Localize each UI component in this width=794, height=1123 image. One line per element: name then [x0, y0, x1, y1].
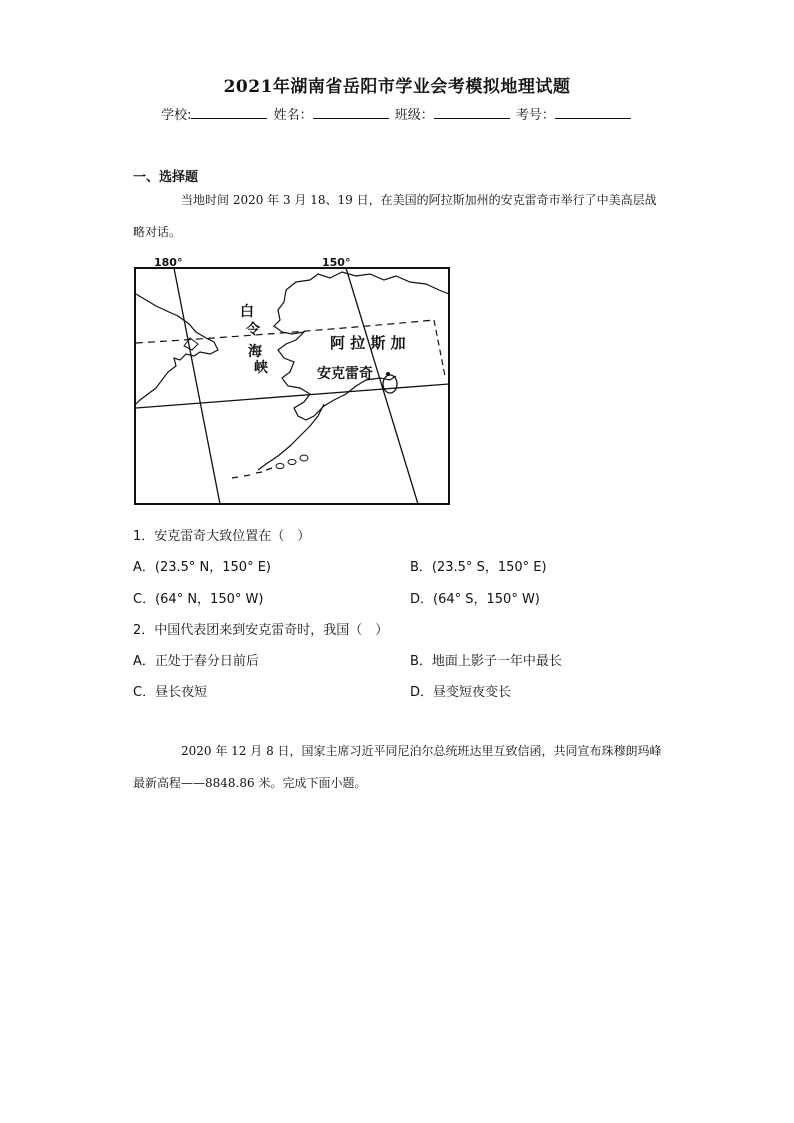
- q1-option-c[interactable]: C．(64° N，150° W): [133, 592, 264, 607]
- student-info-line: [0, 104, 794, 123]
- alaska-map: [134, 254, 452, 508]
- page-title: 2021年湖南省岳阳市学业会考模拟地理试题: [223, 77, 571, 97]
- q2-option-a[interactable]: A．正处于春分日前后: [133, 654, 259, 669]
- passage-1-text: 当地时间 2020 年 3 月 18、19 日，在美国的阿拉斯加州的安克雷奇市举行了中美高层战略对话。: [133, 193, 657, 239]
- strait-label-3: 海: [248, 344, 262, 360]
- class-label: 班级：: [394, 108, 434, 123]
- alaska-label: 阿 拉 斯 加: [330, 334, 406, 352]
- q1-option-b[interactable]: B．(23.5° S，150° E): [410, 560, 547, 575]
- map-frame: [135, 268, 449, 504]
- passage-1: [133, 184, 663, 248]
- school-label: 学校:: [161, 108, 192, 123]
- strait-label-4: 峡: [254, 360, 268, 376]
- q2-option-b[interactable]: B．地面上影子一年中最长: [410, 654, 562, 669]
- school-blank: [191, 106, 267, 119]
- question-2-stem: 2．中国代表团来到安克雷奇时，我国（ ）: [133, 623, 389, 638]
- passage-2-text: 2020 年 12 月 8 日，国家主席习近平同尼泊尔总统班达里互致信函，共同宣布珠穆朗玛峰最新高程——8848.86 米。完成下面小题。: [133, 744, 662, 790]
- passage-2: [133, 735, 663, 799]
- name-label: 姓名：: [273, 108, 313, 123]
- section-title: 一、选择题: [133, 170, 199, 185]
- lon-150-label: 150°: [322, 256, 351, 269]
- strait-label-1: 白: [240, 304, 254, 320]
- strait-label-2: 令: [246, 322, 260, 338]
- q2-option-d[interactable]: D．昼变短夜变长: [410, 685, 512, 700]
- q1-option-a[interactable]: A．(23.5° N，150° E): [133, 560, 271, 575]
- anchorage-label: 安克雷奇: [317, 366, 373, 382]
- question-1-stem: 1．安克雷奇大致位置在（ ）: [133, 529, 311, 544]
- q1-option-d[interactable]: D．(64° S，150° W): [410, 592, 540, 607]
- lon-180-label: 180°: [154, 256, 183, 269]
- number-label: 考号：: [515, 108, 555, 123]
- name-blank: [313, 106, 389, 119]
- anchorage-dot: [386, 372, 390, 376]
- q2-option-c[interactable]: C．昼长夜短: [133, 685, 208, 700]
- class-blank: [434, 106, 510, 119]
- number-blank: [555, 106, 631, 119]
